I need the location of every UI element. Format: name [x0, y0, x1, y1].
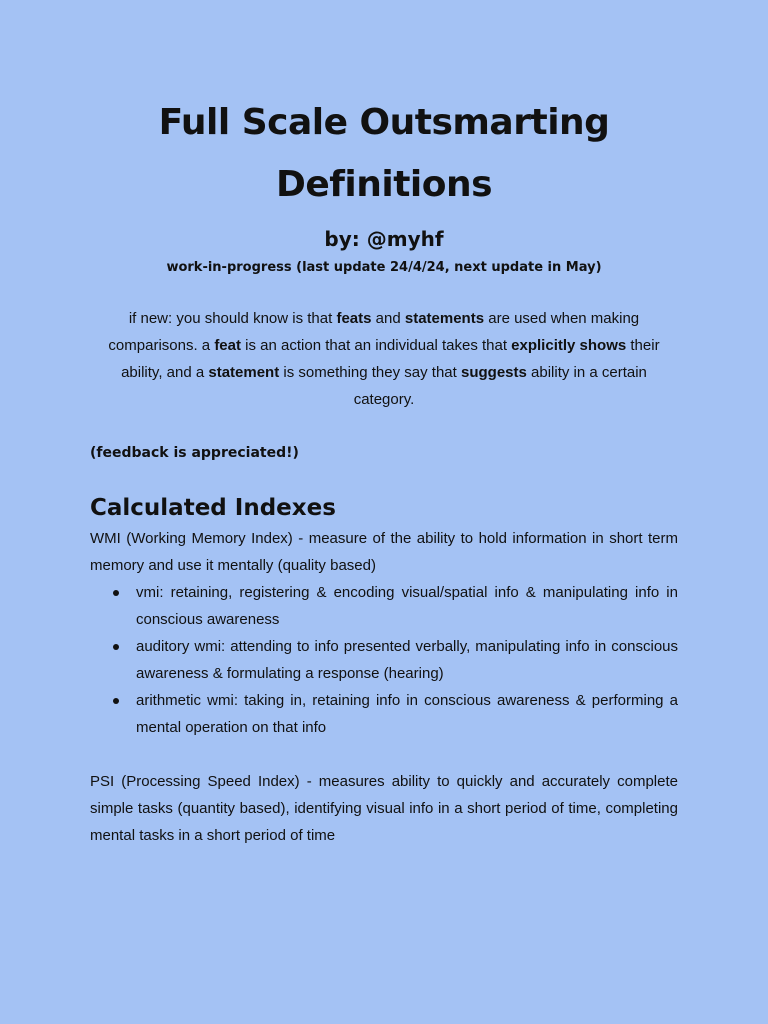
document-title: [90, 92, 678, 216]
feedback-note: (feedback is appreciated!): [90, 445, 299, 461]
intro-bold-statement: statement: [208, 364, 280, 381]
intro-text: and: [371, 310, 405, 327]
title-line-1: Full Scale Outsmarting: [158, 102, 610, 143]
intro-bold-suggests: suggests: [460, 364, 527, 381]
list-item-text: vmi: retaining, registering & encoding visual/spatial info & manipulating info in conscious awareness: [136, 584, 678, 628]
intro-bold-feat: feat: [214, 337, 241, 354]
intro-text: is something they say that: [279, 364, 461, 381]
intro-bold-feats: feats: [336, 310, 372, 327]
document-page: [90, 92, 678, 849]
work-in-progress-note: work-in-progress (last update 24/4/24, next update in May): [166, 260, 602, 275]
list-item: [90, 687, 678, 741]
list-item: [90, 633, 678, 687]
list-item-text: auditory wmi: attending to info presented verbally, manipulating info in conscious awareness & formulating a response (hearing): [136, 638, 678, 682]
bullet-icon: [113, 644, 119, 650]
wmi-paragraph: WMI (Working Memory Index) - measure of the ability to hold information in short term memory and use it mentally (quality based): [90, 530, 678, 574]
intro-text: is an action that an individual takes that: [241, 337, 512, 354]
list-item: [90, 579, 678, 633]
intro-text: are used when making comparisons. a: [108, 310, 640, 354]
intro-text: ability in a certain category.: [353, 364, 647, 408]
intro-text: their ability, and a: [121, 337, 660, 381]
bullet-icon: [113, 698, 119, 704]
section-heading-calculated-indexes: Calculated Indexes: [90, 495, 336, 521]
wmi-bullet-list: [90, 579, 678, 741]
bullet-icon: [113, 590, 119, 596]
title-line-2: Definitions: [275, 164, 493, 205]
list-item-text: arithmetic wmi: taking in, retaining info in conscious awareness & performing a mental operation on that info: [136, 692, 678, 736]
intro-paragraph: [90, 305, 678, 413]
intro-text: if new: you should know is that: [128, 310, 337, 327]
intro-bold-statements: statements: [404, 310, 485, 327]
author-byline: by: @myhf: [324, 227, 444, 251]
intro-bold-explicitly-shows: explicitly shows: [511, 337, 627, 354]
psi-paragraph: PSI (Processing Speed Index) - measures ability to quickly and accurately complete simple tasks (quantity based), identifying visual info in a short period of time, completing mental tasks in a short period of time: [90, 773, 678, 844]
